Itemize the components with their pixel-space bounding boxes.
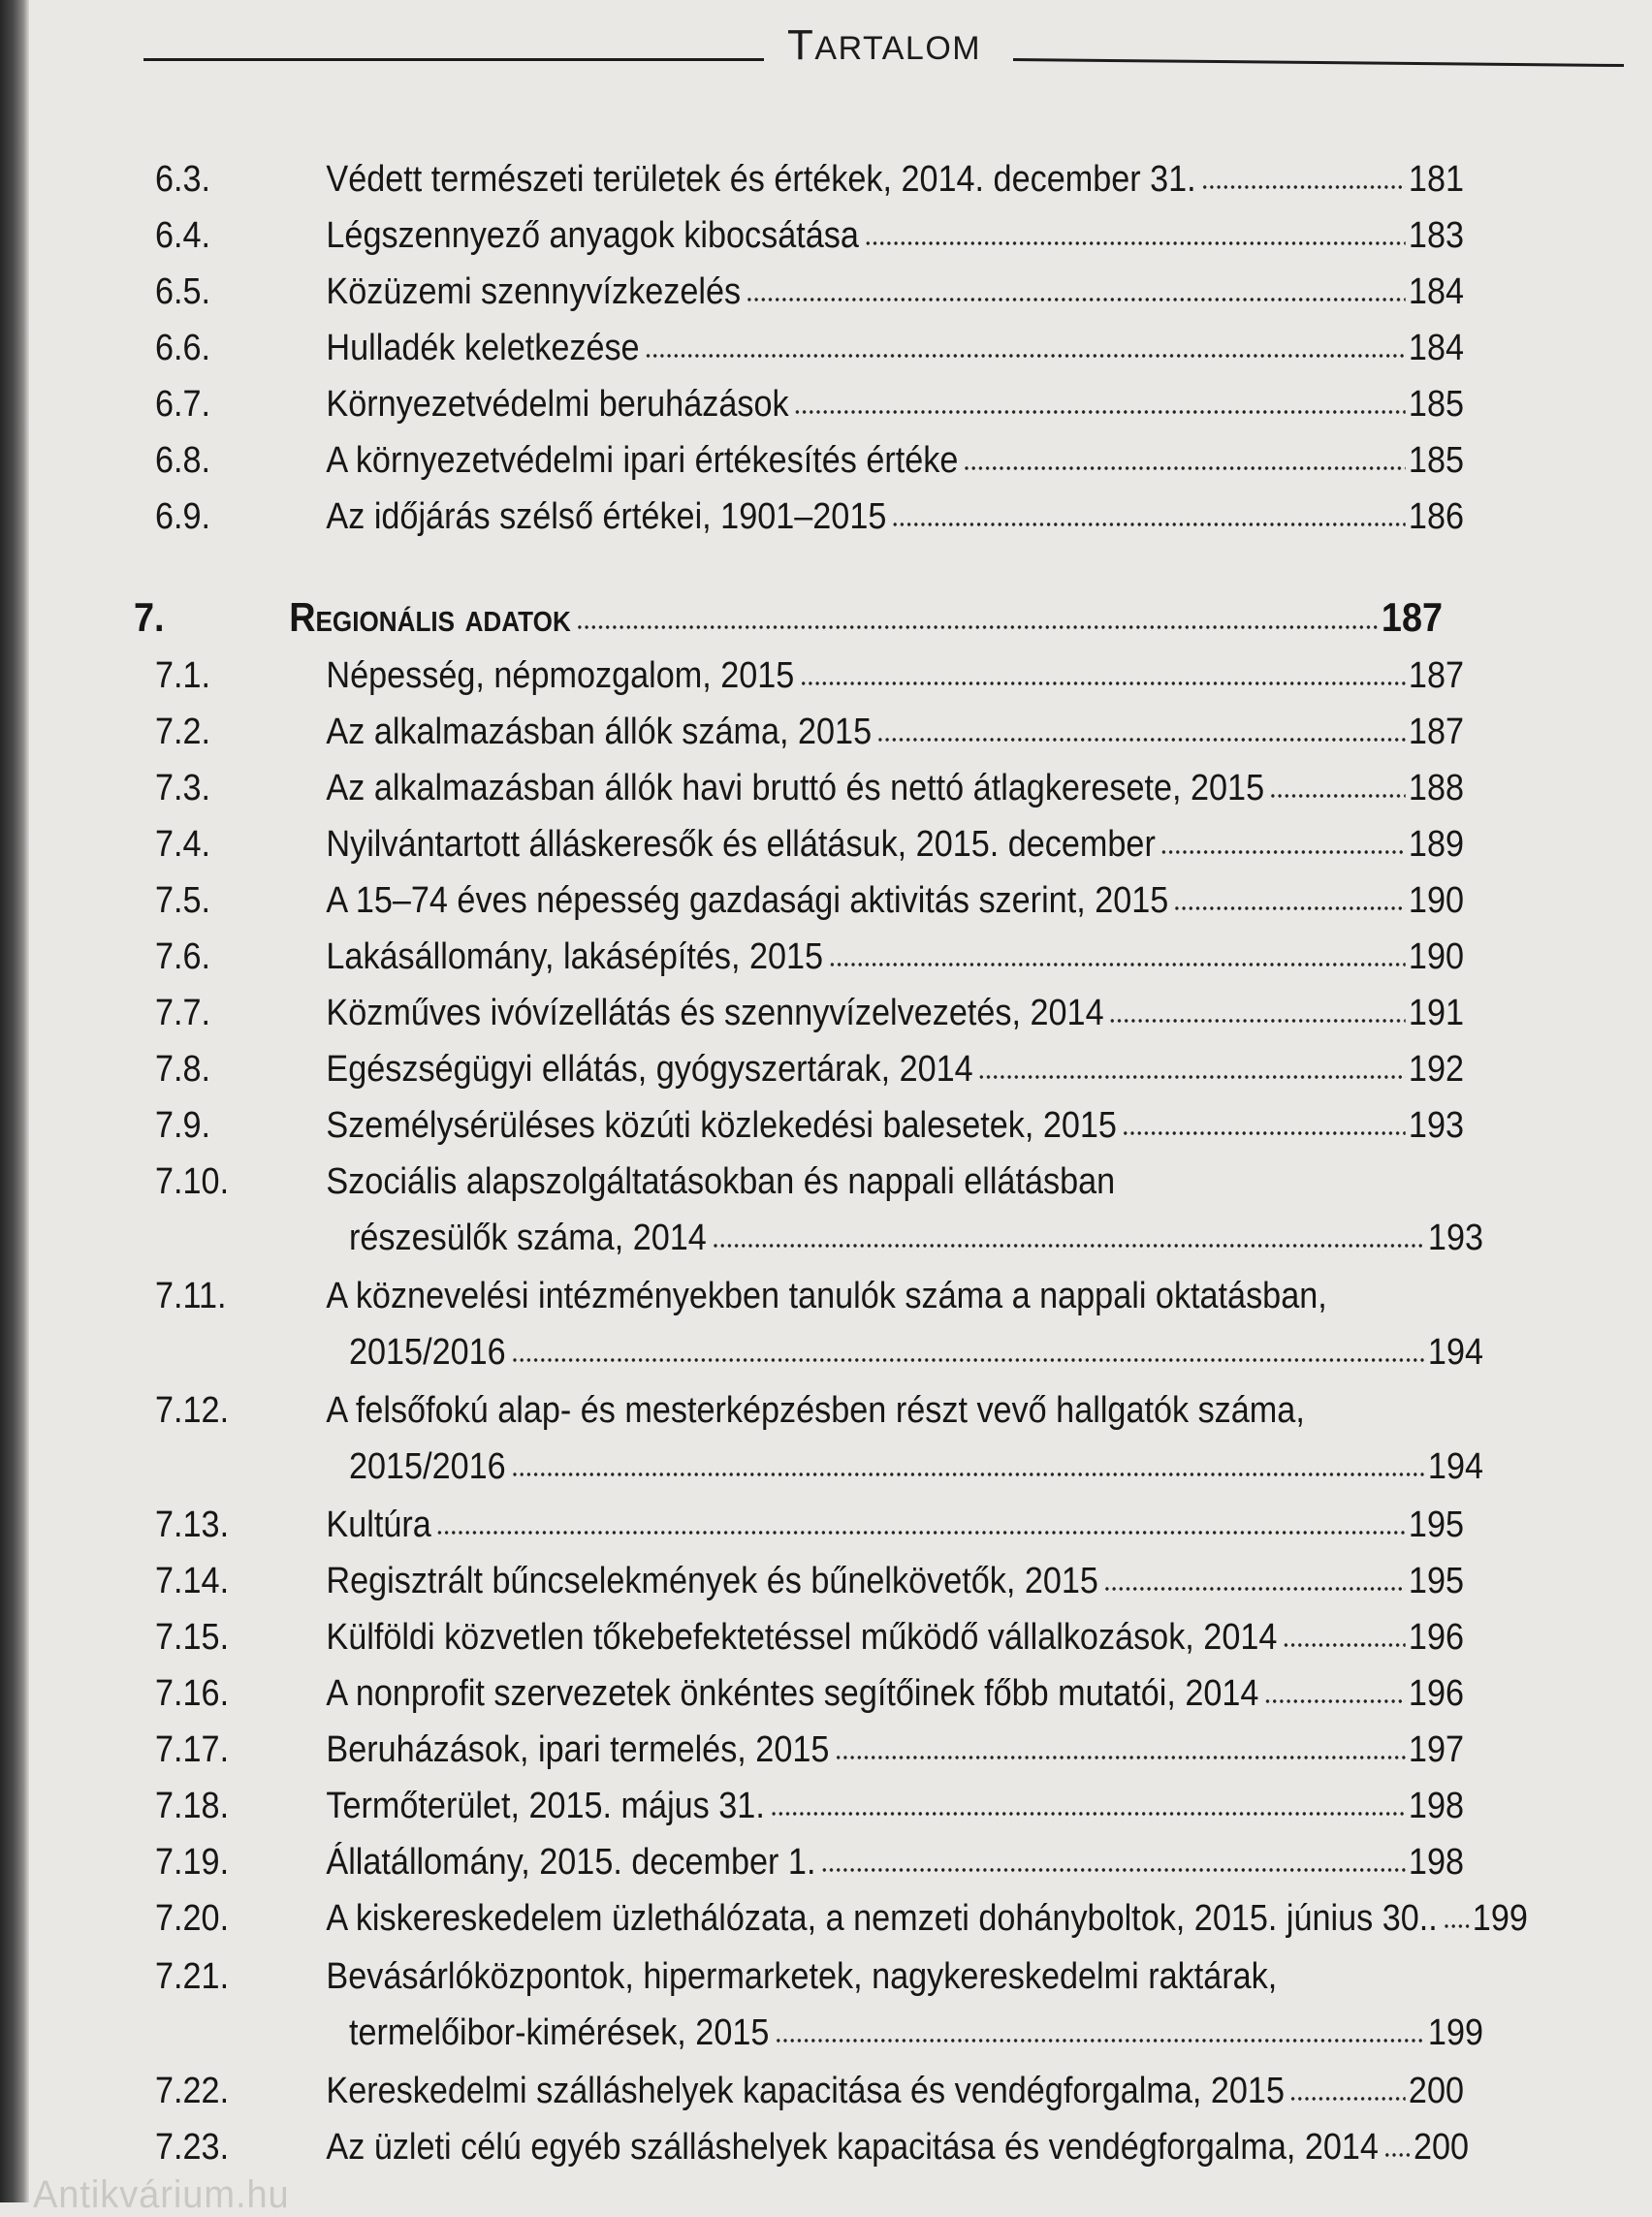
entry-number: 7.9. [155,1105,211,1146]
entry-title-continued: részesülők száma, 2014 [349,1218,707,1258]
toc-entry [155,1386,1464,1435]
dot-leader [978,1073,1405,1081]
toc-entry-continuation [349,1328,1483,1377]
dot-leader [511,1471,1424,1478]
toc-entry [155,1557,1464,1605]
entry-title: Regisztrált bűncselekmények és bűnelkövetők, 2015 [326,1561,1098,1601]
dot-leader [835,1754,1406,1761]
entry-number: 7.4. [155,824,211,865]
toc-entry [155,708,1464,756]
entry-number: 6.9. [155,496,211,537]
entry-title: Környezetvédelmi beruházások [326,384,789,425]
entry-title: A köznevelési intézményekben tanulók száma a nappali oktatásban, [326,1276,1327,1316]
entry-title: Az üzleti célú egyéb szálláshelyek kapacitása és vendégforgalma, 2014 [326,2127,1379,2168]
entry-number: 7.21. [155,1956,230,1997]
toc-entry [155,1272,1464,1320]
entry-page: 190 [1408,880,1464,921]
entry-page: 192 [1408,1049,1464,1090]
entry-title: A felsőfokú alap- és mesterképzésben részt vevő hallgatók száma, [326,1390,1305,1431]
dot-leader [821,1866,1405,1874]
entry-title: Bevásárlóközpontok, hipermarketek, nagykereskedelmi raktárak, [326,1956,1278,1997]
dot-leader [1264,1697,1406,1705]
toc-entry [155,492,1464,541]
toc-entry [155,1613,1464,1662]
entry-page: 196 [1408,1673,1464,1714]
dot-leader [1109,1017,1405,1025]
dot-leader [1201,183,1405,191]
entry-title: Szociális alapszolgáltatásokban és nappali ellátásban [326,1161,1116,1202]
entry-number: 7.8. [155,1049,211,1090]
toc-entry [155,651,1464,700]
entry-title: Védett természeti területek és értékek, 2014. december 31. [326,159,1196,200]
header-title: TARTALOM [787,21,982,69]
watermark: Antikvárium.hu [33,2173,290,2216]
entry-title: Hulladék keletkezése [326,328,640,368]
entry-number: 7.3. [155,768,211,808]
entry-number: 7.20. [155,1898,230,1939]
entry-page: 183 [1408,215,1464,256]
toc-entry [155,1501,1464,1549]
entry-number: 6.8. [155,440,211,481]
toc-entry [155,155,1464,204]
entry-page: 196 [1408,1617,1464,1658]
entry-title: A nonprofit szervezetek önkéntes segítőinek főbb mutatói, 2014 [326,1673,1259,1714]
entry-title: Termőterület, 2015. május 31. [326,1786,765,1826]
entry-page: 198 [1408,1786,1464,1826]
entry-title: Az időjárás szélső értékei, 1901–2015 [326,496,887,537]
dot-leader [864,239,1405,247]
dot-leader [436,1529,1405,1536]
entry-title: Közműves ivóvízellátás és szennyvízelvezetés, 2014 [326,993,1104,1033]
toc-entry [155,1157,1464,1206]
toc-entry [155,436,1464,485]
toc-entry-continuation [349,1442,1483,1491]
toc-entry [155,1669,1464,1718]
entry-number: 7.23. [155,2127,230,2168]
dot-leader [775,2037,1425,2044]
entry-page: 199 [1472,1898,1528,1939]
entry-number: 7.11. [155,1276,227,1316]
toc-entry [155,1952,1464,2001]
entry-number: 7.18. [155,1786,230,1826]
toc-entry [155,380,1464,428]
toc-entry [155,1838,1464,1886]
entry-page: 184 [1408,328,1464,368]
entry-number: 7.16. [155,1673,230,1714]
entry-number: 6.3. [155,159,211,200]
dot-leader [1269,792,1405,800]
dot-leader [511,1356,1424,1364]
entry-title: Állatállomány, 2015. december 1. [326,1842,816,1883]
dot-leader [800,680,1406,687]
entry-page: 200 [1413,2127,1470,2168]
toc-entry [155,1045,1464,1093]
toc-entry [155,2123,1470,2171]
toc-entry [155,211,1464,260]
dot-leader [1122,1129,1405,1137]
entry-title: Egészségügyi ellátás, gyógyszertárak, 2014 [326,1049,973,1090]
entry-page: 185 [1408,440,1464,481]
entry-title: Személysérüléses közúti közlekedési balesetek, 2015 [326,1105,1117,1146]
entry-page: 197 [1408,1729,1464,1770]
entry-number: 7.7. [155,993,211,1033]
toc-entry [155,1101,1464,1150]
entry-number: 7.12. [155,1390,230,1431]
chapter-number: 7. [134,594,165,640]
entry-title-continued: 2015/2016 [349,1446,506,1487]
dot-leader [1383,2151,1410,2159]
dot-leader [964,464,1406,472]
entry-number: 7.10. [155,1161,230,1202]
entry-page: 200 [1408,2071,1464,2111]
entry-number: 7.17. [155,1729,230,1770]
dot-leader [1289,2095,1405,2103]
toc-entry [155,820,1464,869]
dot-leader [746,296,1405,303]
dot-leader [1160,848,1405,856]
toc-entry-continuation [349,2009,1483,2057]
entry-number: 7.22. [155,2071,230,2111]
chapter-title: Regionális adatok [289,594,571,640]
entry-title: Népesség, népmozgalom, 2015 [326,655,795,696]
dot-leader [712,1242,1424,1250]
dot-leader [1443,1922,1469,1930]
entry-page: 193 [1408,1105,1464,1146]
toc-entry [155,2067,1464,2115]
toc-entry [155,876,1464,925]
entry-number: 6.4. [155,215,211,256]
dot-leader [770,1810,1405,1818]
dot-leader [892,521,1406,528]
entry-page: 185 [1408,384,1464,425]
entry-number: 7.2. [155,712,211,752]
chapter-heading [134,593,1443,642]
dot-leader [828,961,1405,968]
entry-page: 191 [1408,993,1464,1033]
entry-page: 194 [1427,1446,1483,1487]
entry-number: 6.5. [155,271,211,312]
toc-entry [155,764,1464,812]
dot-leader [794,408,1405,416]
entry-title: A környezetvédelmi ipari értékesítés értéke [326,440,959,481]
toc-entry [155,1782,1464,1830]
entry-title: Légszennyező anyagok kibocsátása [326,215,859,256]
entry-page: 187 [1408,655,1464,696]
dot-leader [1283,1641,1406,1649]
chapter-page: 187 [1381,594,1443,640]
entry-page: 187 [1408,712,1464,752]
toc-entry-continuation [349,1214,1483,1262]
toc-entry [155,268,1464,316]
entry-page: 198 [1408,1842,1464,1883]
entry-title-continued: termelőibor-kimérések, 2015 [349,2012,770,2053]
entry-title: Nyilvántartott álláskeresők és ellátásuk, 2015. december [326,824,1156,865]
dot-leader [1174,904,1406,912]
entry-number: 7.6. [155,936,211,977]
entry-page: 189 [1408,824,1464,865]
dot-leader [645,352,1405,360]
entry-title: Az alkalmazásban állók havi bruttó és nettó átlagkeresete, 2015 [326,768,1265,808]
dot-leader [876,736,1405,744]
entry-number: 7.14. [155,1561,230,1601]
entry-title: Külföldi közvetlen tőkebefektetéssel működő vállalkozások, 2014 [326,1617,1278,1658]
entry-number: 6.7. [155,384,211,425]
entry-page: 186 [1408,496,1464,537]
entry-title: A kiskereskedelem üzlethálózata, a nemzeti dohányboltok, 2015. június 30.. [326,1898,1438,1939]
entry-title: Lakásállomány, lakásépítés, 2015 [326,936,824,977]
entry-number: 7.19. [155,1842,230,1883]
entry-number: 6.6. [155,328,211,368]
entry-title-continued: 2015/2016 [349,1332,506,1373]
entry-page: 195 [1408,1561,1464,1601]
entry-page: 195 [1408,1504,1464,1545]
entry-page: 188 [1408,768,1464,808]
toc-entry [155,1726,1464,1774]
entry-title: Kultúra [326,1504,431,1545]
entry-number: 7.13. [155,1504,230,1545]
entry-title: Közüzemi szennyvízkezelés [326,271,742,312]
entry-title: A 15–74 éves népesség gazdasági aktivitás szerint, 2015 [326,880,1169,921]
entry-number: 7.5. [155,880,211,921]
toc-entry [155,1894,1528,1943]
entry-title: Kereskedelmi szálláshelyek kapacitása és vendégforgalma, 2015 [326,2071,1285,2111]
entry-number: 7.15. [155,1617,230,1658]
entry-page: 199 [1427,2012,1483,2053]
entry-page: 181 [1408,159,1464,200]
entry-page: 190 [1408,936,1464,977]
entry-number: 7.1. [155,655,211,696]
entry-page: 184 [1408,271,1464,312]
dot-leader [576,623,1378,631]
toc-entry [155,324,1464,372]
dot-leader [1103,1585,1405,1593]
entry-page: 193 [1427,1218,1483,1258]
entry-page: 194 [1427,1332,1483,1373]
entry-title: Az alkalmazásban állók száma, 2015 [326,712,873,752]
toc-entry [155,989,1464,1037]
toc-entry [155,933,1464,981]
entry-title: Beruházások, ipari termelés, 2015 [326,1729,830,1770]
